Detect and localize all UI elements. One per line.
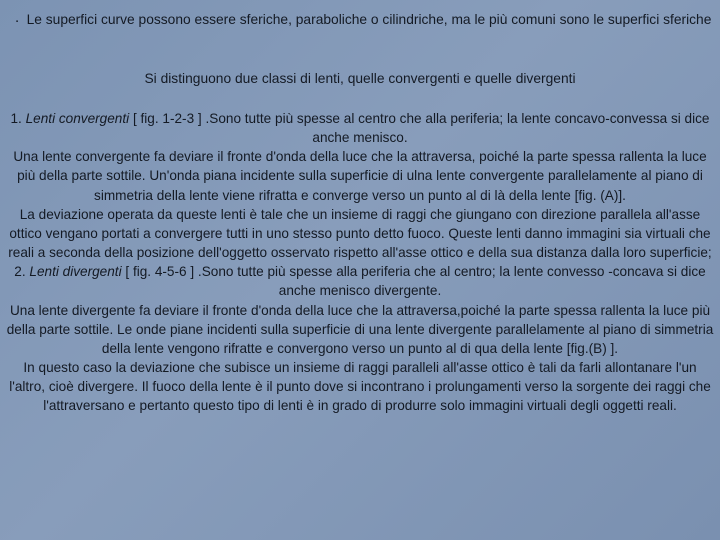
section-description: [ fig. 4-5-6 ] .Sono tutte più spesse alla periferia che al centro; la lente convesso -concava si dice anche menisco divergente.	[121, 264, 706, 299]
section-term: Lenti divergenti	[29, 264, 122, 280]
subtitle-text: Si distinguono due classi di lenti, quelle convergenti e quelle divergenti	[144, 71, 576, 86]
paragraph-converging-focus: La deviazione operata da queste lenti è tale che un insieme di raggi che giungano con direzione parallela all'asse ottico vengano portati a convergere tutti in uno stesso punto detto fuoco. Queste lenti danno immagini sia virtuali che reali a seconda della posizione dell'oggetto osservato rispetto all'asse ottico e della sua distanza dalla loro superficie;	[8, 206, 712, 261]
intro-text: Le superfici curve possono essere sferiche, paraboliche o cilindriche, ma le più comuni sono le superfici sferiche	[26, 12, 712, 27]
section-description: [ fig. 1-2-3 ] .Sono tutte più spesse al centro che alla periferia; la lente concavo-convessa si dice anche menisco.	[129, 111, 710, 146]
paragraph-diverging-focus: In questo caso la deviazione che subisce un insieme di raggi paralleli all'asse ottico è tali da farli allontanare l'un l'altro, cioè divergere. Il fuoco della lente è il punto dove si incontrano i prolungamenti verso la sorgente dei raggi che l'attraversano e pertanto questo tipo di lenti è in grado di produrre solo immagini virtuali degli oggetti reali.	[9, 360, 711, 414]
section-number: 2.	[14, 264, 30, 280]
section-converging-heading	[4, 109, 716, 147]
section-term: Lenti convergenti	[25, 111, 130, 126]
paragraph-diverging-wavefront: Una lente divergente fa deviare il fronte d'onda della luce che la attraversa,poiché la parte spessa rallenta la luce più della parte sottile. Le onde piane incidenti sulla superficie di una lente divergente parallelamente al piano di simmetria della lente vengono rifratte e convergono verso un punto al di qua della lente [fig.(B) ].	[6, 302, 714, 356]
paragraph-converging-wavefront: Una lente convergente fa deviare il fronte d'onda della luce che la attraversa, poiché la parte spessa rallenta la luce più della parte sottile. Un'onda piana incidente sulla superficie di ulna lente convergente parallelamente al piano di simmetria della lente viene rifratta e converge verso un punto al di là della lente [fig. (A)].	[13, 149, 707, 203]
bullet-dot: .	[15, 9, 20, 26]
section-diverging-heading	[4, 262, 716, 300]
body-text	[4, 109, 716, 416]
section-number: 1.	[10, 111, 26, 126]
